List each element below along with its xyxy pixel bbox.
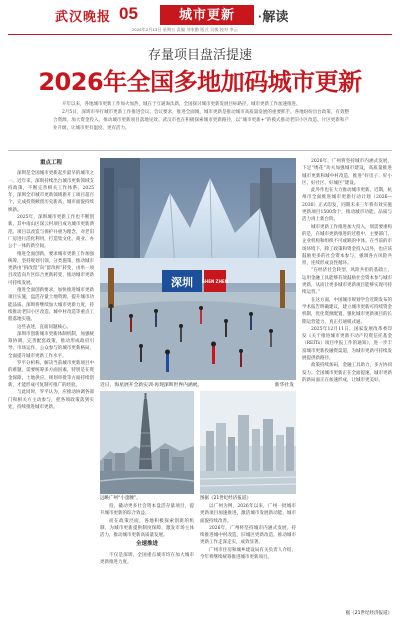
middle-column-b (200, 503, 296, 615)
right-column (302, 158, 392, 616)
body-paragraph: 深圳市创新城市更新体制机制，加强统筹协调，完善配套政策，推动形成政府引导、市场运作、公众参与的城市更新格局，全面提升城市更新工作水平。 (8, 331, 94, 359)
canton-tower-photo (100, 391, 194, 494)
section-subtitle: ·解读 (258, 9, 289, 24)
body-paragraph: 深圳是全国城市更新起步最早的城市之一。近年来，深圳持续出台城市更新领域支持政策，不断完善相关工作体系。2025年，深圳全市城市更新领域新开工项目超百个，完成投资额创历史新高，城市面貌持续焕新。 (8, 171, 94, 213)
shenzhen-sign-text: 深圳 (171, 276, 193, 289)
body-paragraph: 2025年，深圳城市更新工作也不断创新，其中南山区深云村项目成为城市更新典范。项目以改造与保护并重为理念，对老旧厂房进行活化利用，打造集文化、商业、办公于一体的新空间。 (8, 215, 94, 250)
canton-tower-illustration (100, 391, 194, 494)
body-paragraph: 政策持续加码，金融工具助力，多方协同发力。全国城市更新正在全面提速，城市更新的新局面正在加速形成，让城市更美好。 (302, 363, 392, 383)
city-aerial-photo (200, 391, 296, 494)
masthead-rule (8, 34, 392, 35)
body-paragraph: 2025年12月11日，国家发展改革委印发《关于推进城市更新不动产投资信托基金（REITs）项目申报工作的通知》，进一步丰富城市更新投融资渠道，为城市更新可持续发展提供新路径。 (302, 326, 392, 362)
body-paragraph: 在这方面，中国城市规划学会近期发布的学术报告明确建议，建立城市更新可持续资金机制，优化资源配置，强化城市更新项目的长期运营能力，真正打通模式通。 (302, 297, 392, 325)
body-paragraph: 这些表述，直面问题核心。 (17, 324, 71, 330)
section-subhead: 重点工程 (39, 160, 62, 166)
shenzhen-festival-photo (100, 158, 296, 380)
body-paragraph: 广州市住房和城乡建设局有关负责人介绍，今年将继续统筹推进城市更新项目。 (200, 547, 296, 561)
body-paragraph: 罗平分析称，解决当前城市更新项目中的难题，需要统筹多方面因素，特别是在资金保障、土地供应、规划审批等方面持续创新，才能形成可复制可推广的经验。 (8, 361, 94, 388)
body-paragraph: 而在政策层面，各地积极探索创新的机制，为城市更新提供制度保障，激发市场主体活力，推动城市更新高质量发展。 (100, 518, 194, 539)
body-paragraph: 不仅是深圳，全国重点城市均在加大城市更新推进力度。 (100, 552, 194, 566)
body-paragraph: 推进全面创新要求，加快推进城市更新项目实施，盘活存量土地资源，提升城市功能品质。深圳将继续加大城市更新力度，持续推动老旧小区改造、城中村改造等重点工程落地实施。 (8, 288, 94, 323)
top-photo-caption (100, 381, 296, 388)
shenzhen-sign-subtext: SHEN ZHEN (201, 279, 229, 284)
body-paragraph: 投，撬动更多社会资本盘活存量项目，提升城市更新的综合效益。 (100, 504, 194, 517)
lead-paragraph: 开年以来，各地城市更新工作加火加热，城在于互通淘汰新，全国探讨城市更新发展目标路径，城市更新工作加速推进。 (62, 102, 301, 107)
city-aerial-caption: 图据《21世纪经济报道》 (200, 496, 251, 501)
city-aerial-illustration (200, 391, 296, 494)
article-headline: 2026年全国多地加码城市更新 (38, 68, 362, 96)
top-photo-credit: 新华社发 (274, 383, 294, 388)
body-paragraph: “在经济社会转型，风险共担的基础上，运用金融工具能够有效鼓励社会资本参与城市更新，从而让更多城市更新项目能够实现可持续运营。” (302, 268, 392, 296)
body-paragraph: 此外作也在大力推动城市更新。近期，杭州市全面推进城市更新行动计划（2026—2030）正式印发，同期未来三年将有效实施更新项目1500余个，推动城市功能、品质与活力再上新台阶。 (302, 188, 392, 223)
top-photo-caption-text: 近日，海星展开全新实训·再现深圳世界内涵展。 (100, 383, 203, 388)
article-kicker: 存量项目盘活提速 (147, 48, 252, 63)
body-paragraph: 城市更新工作推进加大投入，划需要重构的是，在城市更新推进的过程中，主要部门，企业机构和组织不可或缺的中体。在当前的市场环境下，除了政策和资金投入以外，也应该鼓励更多的社会资本参与，强调各方风险共担，连续形成良性循环。 (302, 224, 392, 267)
section-subhead: 全速推进 (135, 541, 158, 548)
middle-column-a (100, 503, 194, 615)
page-number: 05 (119, 4, 138, 23)
canton-tower-caption: 远眺广州“小蛮腰”。 (100, 496, 141, 501)
section-badge: 城市更新 (160, 5, 254, 25)
article-source-credit: 据《21世纪经济报道》 (345, 611, 392, 616)
body-paragraph: 2026年，广州将坚持城市内涵式发展，持续推进城中村改造，旧城区更新改造。推动城市更新工作走深走实，成效显著。 (200, 525, 296, 546)
left-column (8, 158, 94, 616)
body-paragraph: 以广州为例，2026年以来，广州一批城市更新项目加速推进，激活城市发展新动能，城市面貌持续改善。 (200, 504, 296, 524)
festival-illustration (100, 158, 296, 380)
body-paragraph: 推进全面创新，要求城市更新工作加强统筹，坚持规划引领，分类施策，推动城市更新由“拆改留”向“留改拆”转变，由单一项目改造向片区综合更新转变，推动城市更新可持续发展。 (8, 251, 94, 286)
article-lead (53, 101, 349, 133)
lead-paragraph: 2月5日，深圳市举行城市更新工作推进会议。会议要求，推进全面城，城市更新是推动城市高质量发展的重要抓手。各地纷纷出台政策，有效整合资源，加大资金投入，推动城市更新项目落地见效。武汉市也在积极探索城市更新路径，以“城市更新+”的模式推动老旧小区改造、片区更新和产业升级，让城市更有温度、更有活力。 (53, 110, 349, 131)
date-line: 2026年2月13日 星期五 责编 刘家勤 版式 吴敏 校对 李云 (132, 27, 238, 32)
masthead (0, 0, 400, 34)
newspaper-logo: 武汉晚报 (55, 10, 112, 25)
body-paragraph: 2026年，广州将坚持城市内涵式发展，下足“绣花”功夫加强城市建设，高质量推进城市更新和城中村改造，推进“好房子、好小区、好社区、好城区”建设。 (302, 159, 392, 186)
body-paragraph: 与此同时，罗平认为，应推动协调各部门和相关方主动参与，把各项政策落到实处，持续推进城市更新。 (8, 390, 94, 410)
lead-divider (8, 150, 392, 151)
